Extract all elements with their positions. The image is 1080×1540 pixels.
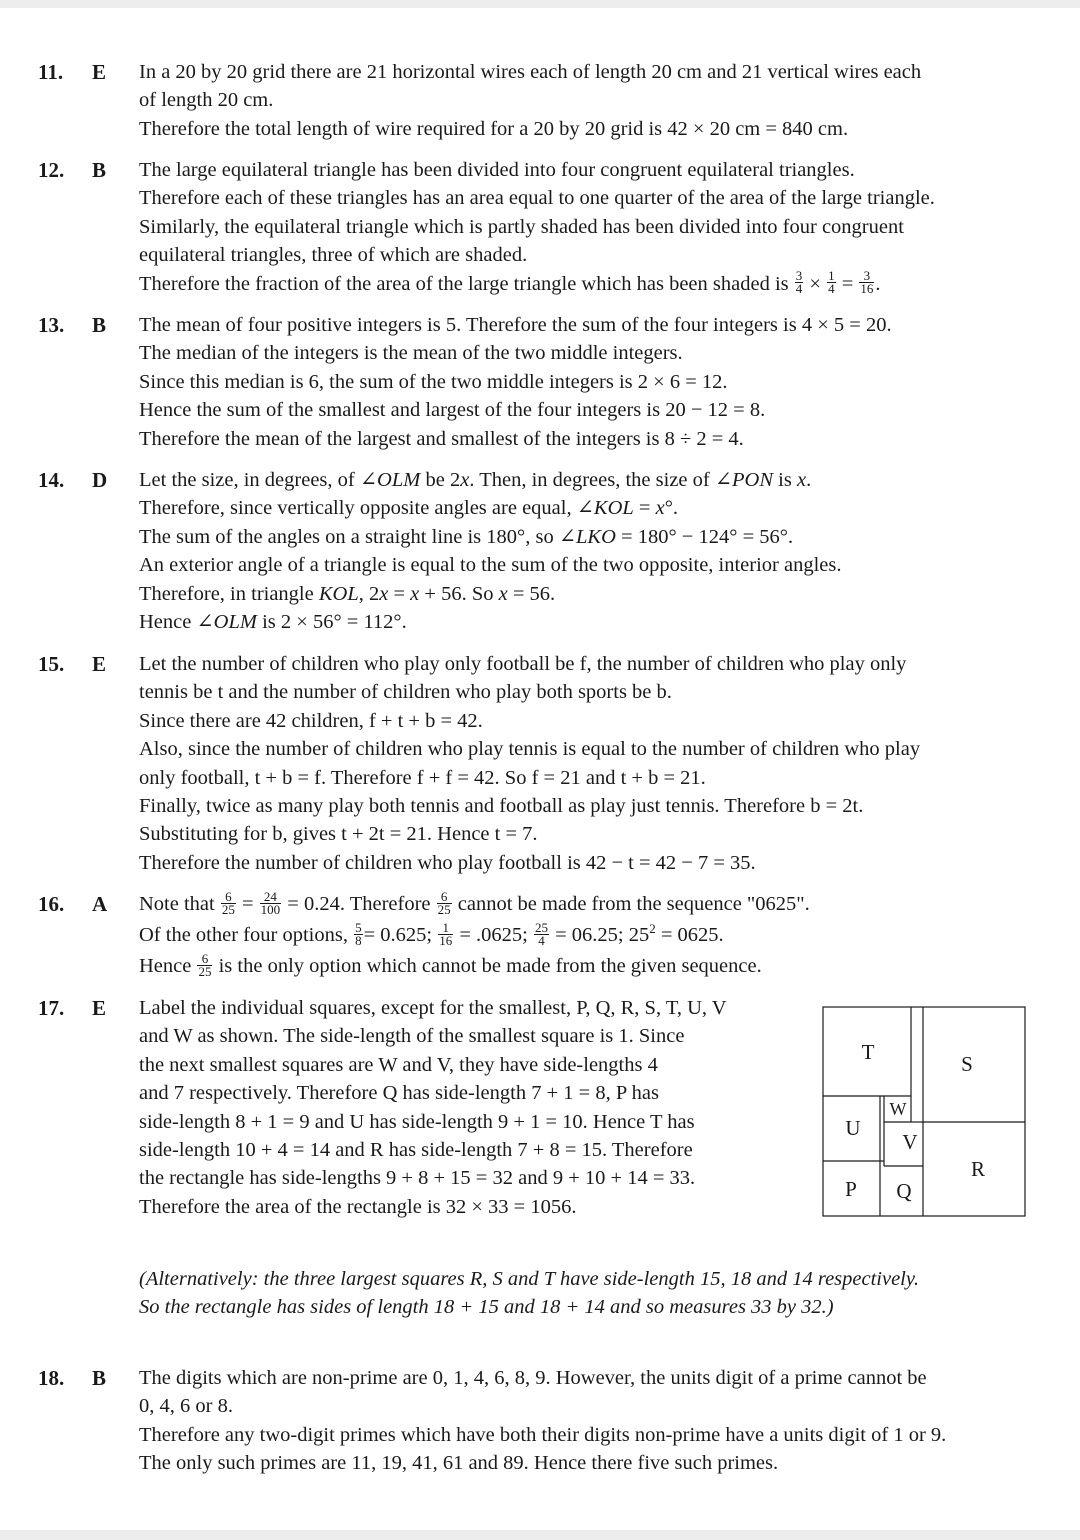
question-number: 14. xyxy=(38,468,65,492)
solution-line: Let the number of children who play only football be f, the number of children who play only xyxy=(139,653,907,675)
solution-line: The large equilateral triangle has been divided into four congruent equilateral triangles. xyxy=(139,159,855,181)
square-label-q: Q xyxy=(896,1179,912,1203)
solution-line: The sum of the angles on a straight line is 180°, so ∠LKO = 180° − 124° = 56°. xyxy=(139,525,794,548)
solution-line: side-length 8 + 1 = 9 and U has side-length 9 + 1 = 10. Hence T has xyxy=(139,1110,695,1133)
fraction: $\frac{24}{100}$ xyxy=(260,888,281,917)
solution-line: 0, 4, 6 or 8. xyxy=(139,1395,233,1418)
solution-text xyxy=(139,466,1031,636)
solution-line: Therefore each of these triangles has an area equal to one quarter of the area of the large triangle. xyxy=(139,187,935,210)
solution-line: equilateral triangles, three of which are shaded. xyxy=(139,244,528,267)
solution-line: The only such primes are 11, 19, 41, 61 and 89. Hence there five such primes. xyxy=(139,1452,779,1475)
solution-line: Hence ∠OLM is 2 × 56° = 112°. xyxy=(139,610,407,633)
fraction: $\frac{6}{25}$ xyxy=(221,888,235,917)
solution-text xyxy=(139,156,1031,298)
square-label-p: P xyxy=(845,1177,857,1201)
solution-line: Substituting for b, gives t + 2t = 21. Hence t = 7. xyxy=(139,823,538,846)
solution-line: Therefore any two-digit primes which have both their digits non-prime have a units digit of 1 or 9. xyxy=(139,1423,947,1446)
solution-line: Finally, twice as many play both tennis and football as play just tennis. Therefore b = 2t. xyxy=(139,794,864,817)
square-label-r: R xyxy=(970,1157,985,1181)
solution-text xyxy=(139,311,1031,453)
alternative-note xyxy=(139,1265,1039,1322)
fraction: $\frac{5}{8}$ xyxy=(355,919,362,948)
answer-letter: A xyxy=(92,892,108,916)
bottom-edge xyxy=(0,1530,1080,1540)
solution-line: and 7 respectively. Therefore Q has side-length 7 + 1 = 8, P has xyxy=(139,1082,659,1105)
squared-rectangle-diagram xyxy=(822,1006,1026,1217)
solution-text xyxy=(139,1364,1031,1478)
solution-line: of length 20 cm. xyxy=(139,89,274,112)
solution-line: Of the other four options, $\frac{5}{8}$ = 0.625; $\frac{1}{16}$ = .0625; $\frac{25}{4}$ = 06.25; $25^2 = 0625$. xyxy=(139,919,724,948)
solution-line: The digits which are non-prime are 0, 1, 4, 6, 8, 9. However, the units digit of a prime cannot be xyxy=(139,1367,927,1389)
question-number: 17. xyxy=(38,996,65,1020)
fraction: $\frac{1}{16}$ xyxy=(439,919,453,948)
question-number: 11. xyxy=(38,60,64,84)
solution-line: and W as shown. The side-length of the smallest square is 1. Since xyxy=(139,1025,685,1048)
square-label-u: U xyxy=(845,1116,861,1140)
solution-line: Therefore the fraction of the area of the large triangle which has been shaded is $\frac{3}{4}$ × $\frac{1}{4}$ = $\frac{3}{16}$ . xyxy=(139,268,881,297)
answer-letter: B xyxy=(92,1366,107,1390)
answer-letter: E xyxy=(92,60,107,84)
solution-text xyxy=(139,890,1031,983)
solution-line: So the rectangle has sides of length 18 + 15 and 18 + 14 and so measures 33 by 32.) xyxy=(139,1296,834,1319)
question-number: 16. xyxy=(38,892,65,916)
solution-line: Therefore, since vertically opposite angles are equal, ∠KOL = x°. xyxy=(139,497,679,520)
solution-line: Therefore the total length of wire required for a 20 by 20 grid is 42 × 20 cm = 840 cm. xyxy=(139,117,849,140)
solution-line: The mean of four positive integers is 5. Therefore the sum of the four integers is 4 × 5 = 20. xyxy=(139,314,892,336)
top-edge xyxy=(0,0,1080,8)
solution-line: An exterior angle of a triangle is equal to the sum of the two opposite, interior angles. xyxy=(139,554,842,577)
solution-line: Let the size, in degrees, of ∠OLM be 2x. Then, in degrees, the size of ∠PON is x. xyxy=(139,469,812,491)
solution-line: tennis be t and the number of children who play both sports be b. xyxy=(139,681,672,704)
solution-line: Also, since the number of children who play tennis is equal to the number of children who play xyxy=(139,738,921,761)
solution-line: the rectangle has side-lengths 9 + 8 + 15 = 32 and 9 + 10 + 14 = 33. xyxy=(139,1167,696,1190)
fraction: $\frac{25}{4}$ xyxy=(534,919,548,948)
fraction: $\frac{3}{16}$ xyxy=(860,268,874,297)
solution-line: side-length 10 + 4 = 14 and R has side-length 7 + 8 = 15. Therefore xyxy=(139,1138,693,1161)
question-number: 15. xyxy=(38,652,65,676)
solution-text xyxy=(139,650,1031,877)
fraction: $\frac{1}{4}$ xyxy=(828,268,835,297)
solution-text xyxy=(139,58,1031,143)
fraction: $\frac{6}{25}$ xyxy=(198,950,212,979)
solution-line: Therefore the number of children who play football is 42 − t = 42 − 7 = 35. xyxy=(139,851,756,874)
solution-line: Since there are 42 children, f + t + b = 42. xyxy=(139,709,483,732)
square-label-t: T xyxy=(861,1040,875,1064)
solution-line: Hence the sum of the smallest and largest of the four integers is 20 − 12 = 8. xyxy=(139,399,766,422)
solution-line: Therefore, in triangle KOL, 2x = x + 56. So x = 56. xyxy=(139,582,556,605)
answer-letter: B xyxy=(92,313,107,337)
fraction: $\frac{6}{25}$ xyxy=(437,888,451,917)
solution-line: Therefore the mean of the largest and smallest of the integers is 8 ÷ 2 = 4. xyxy=(139,427,744,450)
question-number: 18. xyxy=(38,1366,65,1390)
question-number: 13. xyxy=(38,313,65,337)
solution-line: Label the individual squares, except for the smallest, P, Q, R, S, T, U, V xyxy=(139,997,727,1019)
square-label-w: W xyxy=(889,1099,907,1119)
line-text: Therefore the fraction of the area of the large triangle which has been shaded is xyxy=(139,272,789,295)
solution-line: In a 20 by 20 grid there are 21 horizontal wires each of length 20 cm and 21 vertical wires each xyxy=(139,61,922,83)
answer-letter: E xyxy=(92,652,107,676)
answer-letter: D xyxy=(92,468,108,492)
answer-letter: B xyxy=(92,158,107,182)
solution-line: The median of the integers is the mean of the two middle integers. xyxy=(139,342,683,365)
solution-line: only football, t + b = f. Therefore f + f = 42. So f = 21 and t + b = 21. xyxy=(139,766,706,789)
solution-line: Note that $\frac{6}{25}$ = $\frac{24}{100}$ = 0.24. Therefore $\frac{6}{25}$ cannot be made from the sequence "0625". xyxy=(139,888,810,917)
square-label-s: S xyxy=(961,1052,973,1076)
question-number: 12. xyxy=(38,158,65,182)
solution-line: Therefore the area of the rectangle is 32 × 33 = 1056. xyxy=(139,1195,577,1218)
fraction: $\frac{3}{4}$ xyxy=(795,268,803,297)
solution-line: (Alternatively: the three largest squares R, S and T have side-length 15, 18 and 14 respectively. xyxy=(139,1268,919,1290)
solution-line: Similarly, the equilateral triangle which is partly shaded has been divided into four congruent xyxy=(139,215,904,238)
solution-text xyxy=(139,994,779,1221)
solution-line: Hence $\frac{6}{25}$ is the only option which cannot be made from the given sequence. xyxy=(139,950,762,979)
square-label-v: V xyxy=(902,1130,918,1154)
answer-letter: E xyxy=(92,996,107,1020)
solution-line: the next smallest squares are W and V, they have side-lengths 4 xyxy=(139,1053,658,1076)
solution-line: Since this median is 6, the sum of the two middle integers is 2 × 6 = 12. xyxy=(139,370,728,393)
